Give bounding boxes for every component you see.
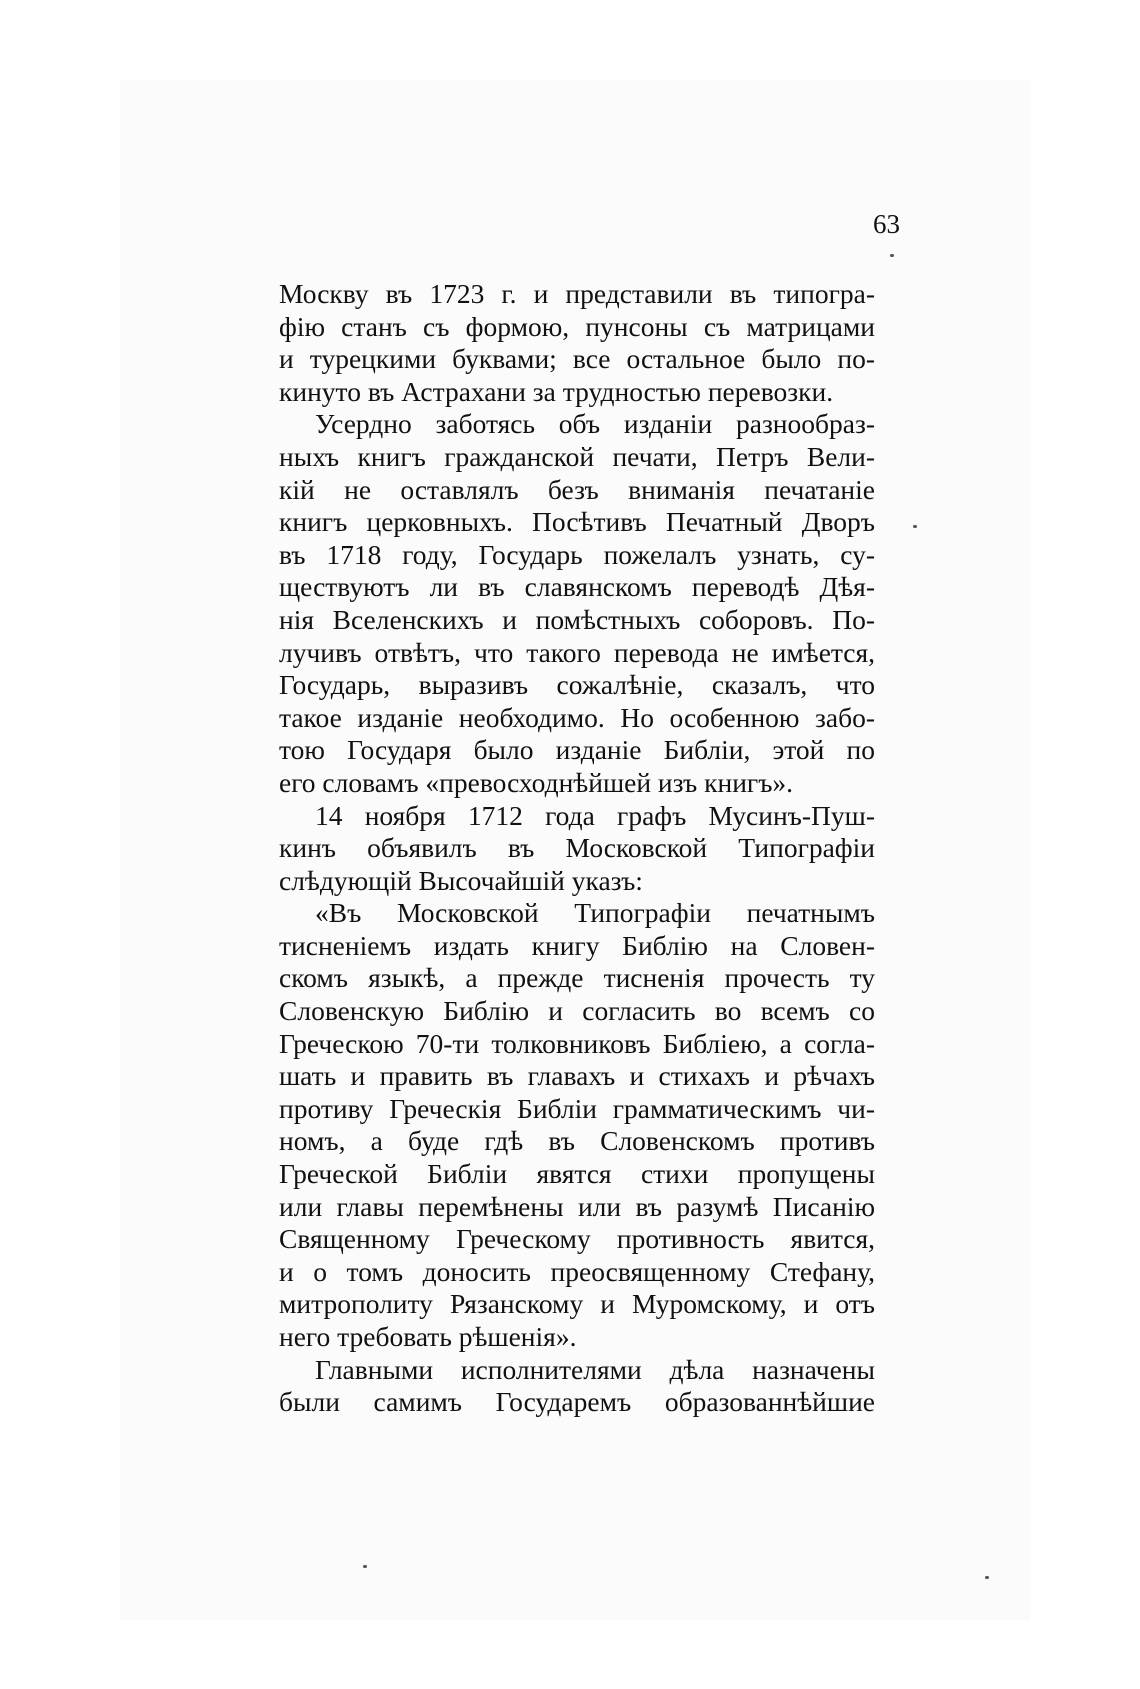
- text-line: были самимъ Государемъ образованнѣйшие: [279, 1386, 875, 1418]
- text-line: противу Греческія Библіи грамматическимъ чи-: [279, 1092, 875, 1124]
- body-text: [279, 278, 875, 1419]
- scan-speck: [985, 1576, 989, 1579]
- text-line: шать и править въ главахъ и стихахъ и рѣчахъ: [279, 1060, 875, 1092]
- text-line: въ 1718 году, Государь пожелалъ узнать, су-: [279, 538, 875, 570]
- text-line: номъ, а буде гдѣ въ Словенскомъ противъ: [279, 1125, 875, 1157]
- text-line: ныхъ книгъ гражданской печати, Петръ Вели-: [279, 440, 875, 472]
- text-line: него требовать рѣшенія».: [279, 1321, 577, 1352]
- text-line: или главы перемѣнены или въ разумѣ Писанію: [279, 1190, 875, 1222]
- scan-speck: [913, 525, 917, 528]
- text-line: митрополиту Рязанскому и Муромскому, и отъ: [279, 1288, 875, 1320]
- text-line: лучивъ отвѣтъ, что такого перевода не имѣется,: [279, 636, 875, 668]
- text-line: кій не оставлялъ безъ вниманія печатаніе: [279, 473, 875, 505]
- text-line: тою Государя было изданіе Библіи, этой по: [279, 734, 875, 766]
- text-line: такое изданіе необходимо. Но особенною забо-: [279, 701, 875, 733]
- text-line: ществуютъ ли въ славянскомъ переводѣ Дѣя-: [279, 571, 875, 603]
- page-number: 63: [873, 209, 900, 239]
- text-line: кинъ объявилъ въ Московской Типографіи: [279, 832, 875, 864]
- text-line: Усердно заботясь объ изданіи разнообраз-: [315, 408, 875, 440]
- text-line: тисненіемъ издать книгу Библію на Словен-: [279, 929, 875, 961]
- text-line: Греческой Библіи явятся стихи пропущены: [279, 1158, 875, 1190]
- text-line: скомъ языкѣ, а прежде тисненія прочесть ту: [279, 962, 875, 994]
- text-line: слѣдующій Высочайшій указъ:: [279, 864, 643, 896]
- text-line: 14 ноября 1712 года графъ Мусинъ-Пуш-: [315, 799, 875, 831]
- text-line: Словенскую Библію и согласить во всемъ со: [279, 995, 875, 1027]
- text-line: Греческою 70-ти толковниковъ Библіею, а согла-: [279, 1027, 875, 1059]
- text-line: нія Вселенскихъ и помѣстныхъ соборовъ. По-: [279, 603, 875, 635]
- text-line: Государь, выразивъ сожалѣніе, сказалъ, что: [279, 669, 875, 701]
- text-line: книгъ церковныхъ. Посѣтивъ Печатный Дворъ: [279, 506, 875, 538]
- text-line: Священному Греческому противность явится,: [279, 1223, 875, 1255]
- text-line: Главными исполнителями дѣла назначены: [315, 1353, 875, 1385]
- text-line: фію станъ съ формою, пунсоны съ матрицами: [279, 310, 875, 342]
- text-line: Москву въ 1723 г. и представили въ типогра-: [279, 278, 875, 309]
- scan-speck: [363, 1565, 367, 1568]
- scan-speck: [890, 254, 894, 257]
- text-line: кинуто въ Астрахани за трудностью перевозки.: [279, 375, 834, 407]
- text-line: «Въ Московской Типографіи печатнымъ: [315, 897, 875, 929]
- text-line: и о томъ доносить преосвященному Стефану,: [279, 1255, 875, 1287]
- text-line: и турецкими буквами; все остальное было по-: [279, 343, 875, 375]
- text-line: его словамъ «превосходнѣйшей изъ книгъ».: [279, 766, 794, 798]
